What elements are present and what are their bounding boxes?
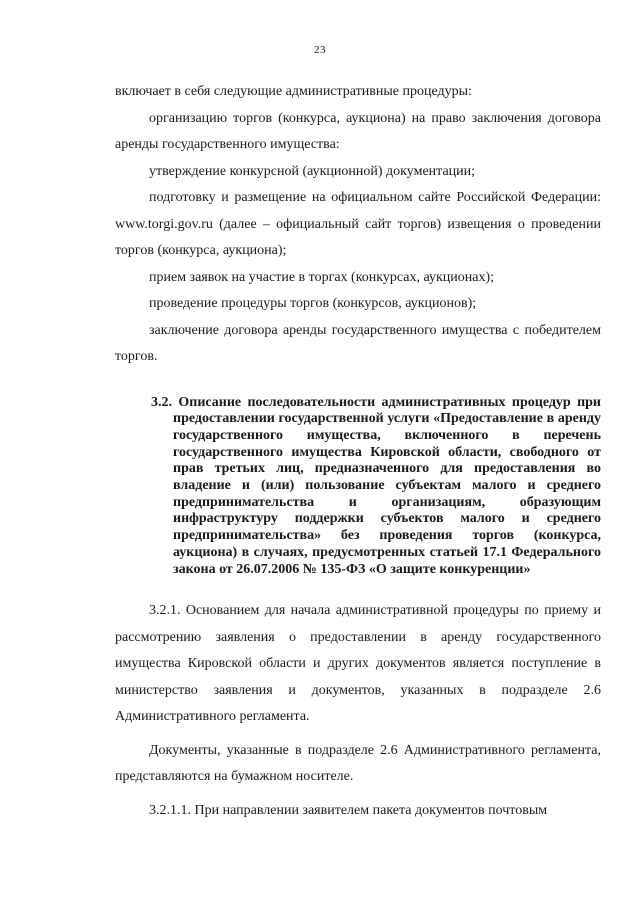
list-item: прием заявок на участие в торгах (конкурсах, аукционах); bbox=[149, 269, 495, 285]
paragraph: Документы, указанные в подразделе 2.6 Административного регламента, представляются на бумажном носителе. bbox=[115, 742, 601, 785]
section-heading bbox=[151, 394, 601, 579]
paragraph: организацию торгов (конкурса, аукциона) на право заключения договора аренды государственного имущества: bbox=[115, 110, 601, 152]
section-heading-number: 3.2. bbox=[151, 394, 172, 410]
paragraph: 3.2.1.1. При направлении заявителем пакета документов почтовым bbox=[149, 802, 548, 818]
list-item: проведение процедуры торгов (конкурсов, аукционов); bbox=[149, 296, 477, 311]
page-number: 23 bbox=[314, 44, 326, 56]
list-item: подготовку и размещение на официальном сайте Российской Федерации: www.torgi.gov.ru (далее – официальный сайт торгов) извещения о проведении торгов (конкурса, аукциона); bbox=[115, 190, 601, 258]
paragraph: 3.2.1. Основанием для начала административной процедуры по приему и рассмотрению заявления о предоставлении в аренду государственного имущества Кировской области и других документов является поступление в министерство заявления и документов, указанных в подразделе 2.6 Административного регламента. bbox=[115, 603, 601, 725]
document-body bbox=[115, 79, 601, 824]
list-item: утверждение конкурсной (аукционной) документации; bbox=[149, 163, 476, 179]
list-item: заключение договора аренды государственного имущества с победителем торгов. bbox=[115, 322, 601, 364]
paragraph: включает в себя следующие административные процедуры: bbox=[115, 84, 472, 99]
section-heading-text: Описание последовательности административных процедур при предоставлении государственной услуги «Предоставление в аренду государственного имущества, включенного в перечень государственного имущества Кировской области, свободного от прав третьих лиц, предназначенного для предоставления во владение и (или) пользование субъектам малого и среднего предпринимательства и организациям, образующим инфраструктуру поддержки субъектов малого и среднего предпринимательства» без проведения торгов (конкурса, аукциона) в случаях, предусмотренных статьей 17.1 Федерального закона от 26.07.2006 № 135-ФЗ «О защите конкуренции» bbox=[173, 394, 601, 577]
